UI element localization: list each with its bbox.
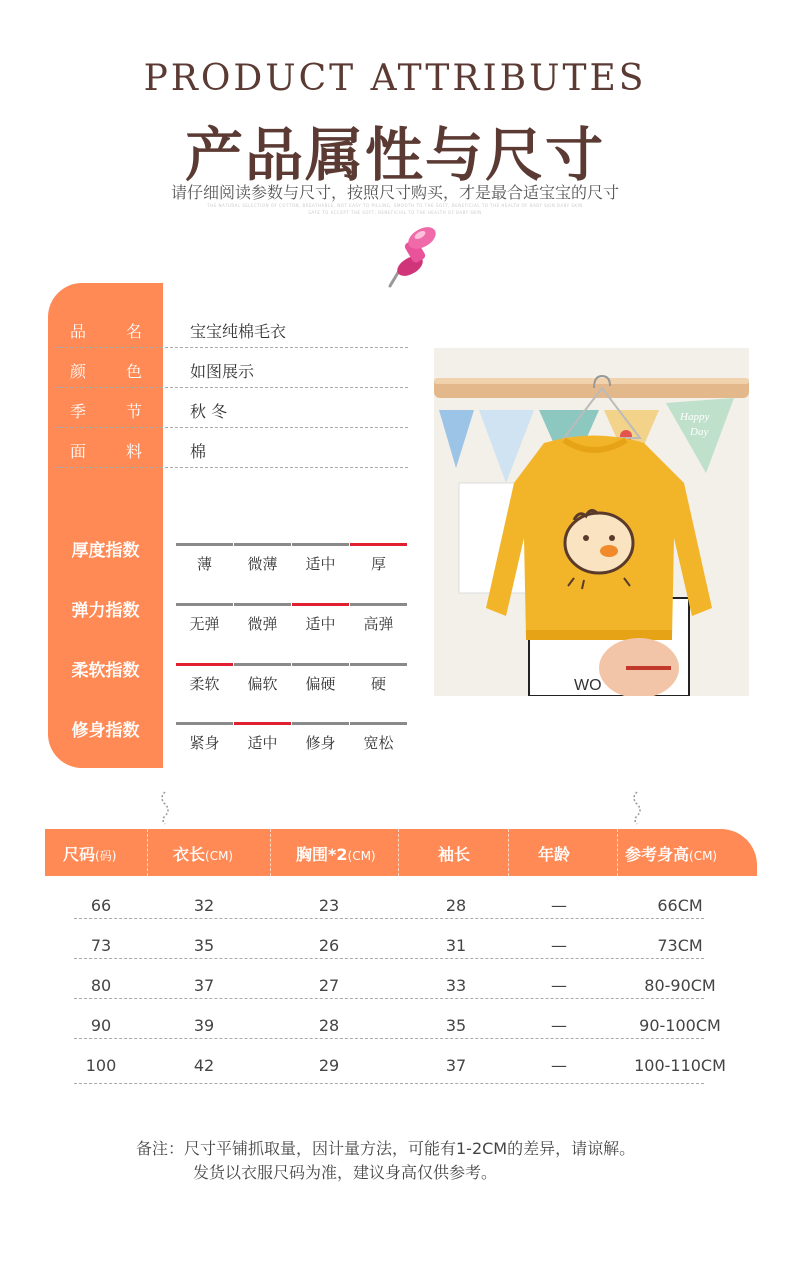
divider [55, 347, 408, 348]
table-cell: — [551, 896, 567, 915]
bunting-text-2: Day [690, 426, 709, 438]
label-char: 节 [125, 402, 142, 421]
table-cell: 42 [193, 1056, 215, 1075]
table-cell: 39 [193, 1016, 215, 1035]
index-option: 修身 [305, 734, 336, 752]
header-text: 参考身高 [625, 845, 690, 864]
index-bar [176, 543, 233, 546]
table-cell: 28 [445, 896, 467, 915]
label-char: 季 [70, 402, 87, 421]
header-length [173, 842, 233, 865]
table-cell: — [551, 1056, 567, 1075]
header-text: 袖长 [438, 845, 471, 864]
index-bar [292, 722, 349, 725]
table-cell: 31 [445, 936, 467, 955]
index-bar [176, 663, 233, 666]
squiggle-decoration [155, 790, 175, 826]
title-english: PRODUCT ATTRIBUTES [143, 58, 647, 99]
index-bar [292, 603, 349, 606]
index-option: 薄 [196, 555, 212, 573]
product-photo [434, 348, 749, 696]
attribute-label-fabric [70, 439, 142, 462]
index-option: 柔软 [189, 675, 220, 693]
row-divider [74, 1038, 704, 1039]
index-option: 适中 [305, 555, 336, 573]
index-option: 宽松 [363, 734, 394, 752]
table-cell: — [551, 1016, 567, 1035]
header-height [625, 842, 717, 865]
index-bar [234, 603, 291, 606]
header-unit: (码) [95, 849, 117, 863]
index-option: 适中 [247, 734, 278, 752]
table-cell: 35 [193, 936, 215, 955]
table-cell: 73CM [657, 936, 703, 955]
table-cell: 90-100CM [639, 1016, 721, 1035]
table-cell: 23 [318, 896, 340, 915]
table-cell: 37 [193, 976, 215, 995]
header-separator [508, 829, 509, 876]
table-cell: 100 [85, 1056, 117, 1075]
label-char: 面 [70, 442, 87, 461]
fine-print-line-2: SAFE TO ACCEPT THE SOFT, BENEFICIAL TO THE HEALTH OF BABY SKIN [308, 210, 482, 215]
table-cell: 90 [90, 1016, 112, 1035]
index-bar [350, 603, 407, 606]
pushpin-icon [380, 222, 440, 292]
index-option: 偏硬 [305, 675, 336, 693]
table-cell: 66CM [657, 896, 703, 915]
table-cell: 73 [90, 936, 112, 955]
header-size [63, 842, 116, 865]
table-cell: 100-110CM [634, 1056, 726, 1075]
row-divider [74, 1083, 704, 1084]
table-cell: 29 [318, 1056, 340, 1075]
index-option: 硬 [370, 675, 386, 693]
header-chest [296, 842, 376, 865]
index-bar [234, 663, 291, 666]
index-label-fit: 修身指数 [71, 721, 140, 741]
index-option: 无弹 [189, 615, 220, 633]
index-option: 高弹 [363, 615, 394, 633]
index-option: 微弹 [247, 615, 278, 633]
index-bar [292, 663, 349, 666]
bunting-text-1: Happy [680, 411, 710, 423]
index-option: 厚 [370, 555, 386, 573]
header-age [538, 842, 570, 865]
label-char: 名 [125, 322, 142, 341]
header-text: 年龄 [538, 845, 571, 864]
label-char: 料 [125, 442, 142, 461]
attribute-label-season [70, 399, 142, 422]
attribute-panel [48, 283, 163, 768]
header-sleeve [438, 842, 470, 865]
header-separator [270, 829, 271, 876]
table-cell: 37 [445, 1056, 467, 1075]
header-separator [617, 829, 618, 876]
divider [55, 387, 408, 388]
header-text: 衣长 [173, 845, 206, 864]
note-line-1: 备注：尺寸平铺抓取量，因计量方法，可能有1-2CM的差异，请谅解。 [136, 1139, 636, 1158]
table-cell: 32 [193, 896, 215, 915]
attribute-label-name [70, 319, 142, 342]
divider [55, 427, 408, 428]
header-separator [147, 829, 148, 876]
header-text: 胸围*2 [296, 845, 348, 864]
row-divider [74, 918, 704, 919]
attribute-value-fabric: 棉 [190, 442, 207, 461]
index-option: 微薄 [247, 555, 278, 573]
title-chinese: 产品属性与尺寸 [184, 121, 605, 189]
index-bar [234, 543, 291, 546]
divider [55, 467, 408, 468]
table-cell: 80-90CM [644, 976, 716, 995]
index-label-elasticity: 弹力指数 [71, 601, 140, 621]
attribute-value-season: 秋 冬 [190, 402, 228, 421]
index-bar [350, 663, 407, 666]
header-unit: (CM) [205, 849, 234, 863]
index-bar [176, 722, 233, 725]
fine-print-line-1: THE NATURAL SELECTION OF COTTON, BREATHABLE, NOT EASY TO PILLING, SMOOTH TO THE SOFT, BENEFICIAL TO THE HEALTH OF BABY SKIN BABY SKIN [207, 203, 583, 208]
header-separator [398, 829, 399, 876]
table-cell: 66 [90, 896, 112, 915]
note-line-2: 发货以衣服尺码为准，建议身高仅供参考。 [193, 1163, 498, 1182]
header-text: 尺码 [63, 845, 96, 864]
header-unit: (CM) [689, 849, 718, 863]
index-bar [292, 543, 349, 546]
index-bar [350, 543, 407, 546]
table-cell: 26 [318, 936, 340, 955]
table-cell: — [551, 976, 567, 995]
attribute-label-color [70, 359, 142, 382]
index-option: 紧身 [189, 734, 220, 752]
attribute-value-color: 如图展示 [190, 362, 255, 381]
table-cell: 28 [318, 1016, 340, 1035]
sign-text: WO [574, 677, 602, 694]
index-bar [234, 722, 291, 725]
table-cell: 33 [445, 976, 467, 995]
label-char: 颜 [70, 362, 87, 381]
row-divider [74, 998, 704, 999]
header-unit: (CM) [347, 849, 376, 863]
index-bar [350, 722, 407, 725]
label-char: 色 [125, 362, 142, 381]
squiggle-decoration [627, 790, 647, 826]
index-option: 偏软 [247, 675, 278, 693]
subtitle: 请仔细阅读参数与尺寸，按照尺寸购买，才是最合适宝宝的尺寸 [170, 183, 619, 202]
index-option: 适中 [305, 615, 336, 633]
table-cell: 80 [90, 976, 112, 995]
index-label-softness: 柔软指数 [71, 661, 140, 681]
row-divider [74, 958, 704, 959]
index-bar [176, 603, 233, 606]
table-cell: — [551, 936, 567, 955]
table-cell: 35 [445, 1016, 467, 1035]
label-char: 品 [70, 322, 87, 341]
attribute-value-name: 宝宝纯棉毛衣 [190, 322, 287, 341]
table-cell: 27 [318, 976, 340, 995]
index-label-thickness: 厚度指数 [71, 541, 140, 561]
